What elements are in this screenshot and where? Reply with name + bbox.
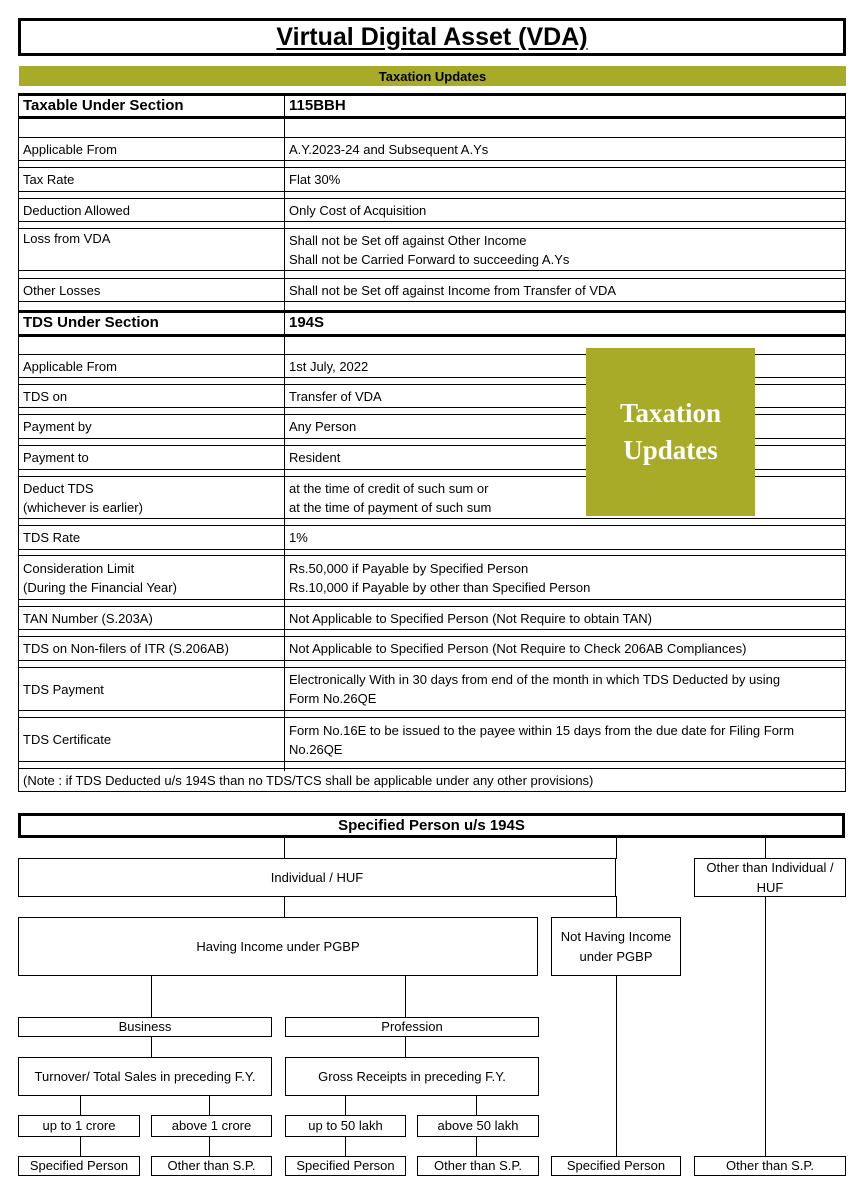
chart-title: Specified Person u/s 194S [18,813,845,838]
row-value-consideration-limit-line1: Rs.50,000 if Payable by Specified Person [289,560,529,576]
row-value-tds-certificate-line1: Form No.16E to be issued to the payee within 15 days from the due date for Filing Form [289,722,795,738]
row-value-consideration-limit [285,556,845,599]
page-title-text: Virtual Digital Asset (VDA) [276,22,588,51]
box-above-50-lakh: above 50 lakh [417,1115,539,1137]
row-value-loss-vda-line2: Shall not be Carried Forward to succeeding A.Ys [289,251,570,267]
row-value-payment-to: Resident [289,450,341,465]
box-gross-receipts: Gross Receipts in preceding F.Y. [285,1057,539,1096]
row-label-consideration-limit [19,556,284,599]
row-value-deduct-tds-line2: at the time of payment of such sum [289,499,492,515]
row-value-tan-number: Not Applicable to Specified Person (Not Require to obtain TAN) [289,610,652,626]
row-value-tax-rate: Flat 30% [289,172,341,187]
row-label-loss-vda [19,229,284,270]
box-other-than-sp-3: Other than S.P. [694,1156,846,1176]
box-specified-person-1: Specified Person [18,1156,140,1176]
row-value-tds-rate: 1% [289,530,308,545]
row-value-tds-certificate [285,718,845,761]
watermark-line2: Updates [623,435,718,465]
row-label-deduct-tds-line1: Deduct TDS [23,480,94,496]
row-value-consideration-limit-line2: Rs.10,000 if Payable by other than Specified Person [289,579,591,595]
row-label-other-losses: Other Losses [23,282,101,298]
row-value-deduct-tds [285,477,845,518]
table-note: (Note : if TDS Deducted u/s 194S than no TDS/TCS shall be applicable under any other provisions) [23,772,594,788]
row-label-consideration-limit-line2: (During the Financial Year) [23,579,177,595]
row-label-deduction: Deduction Allowed [23,202,130,218]
row-value-loss-vda [285,229,845,270]
box-other-than-sp-2: Other than S.P. [417,1156,539,1176]
taxation-updates-watermark [586,348,755,516]
row-value-deduction: Only Cost of Acquisition [289,202,427,218]
box-individual-huf: Individual / HUF [18,858,616,897]
box-up-to-1-crore: up to 1 crore [18,1115,140,1137]
row-label-payment-by: Payment by [23,419,92,434]
row-label-deduct-tds-line2: (whichever is earlier) [23,499,143,515]
section-value-115bbh: 115BBH [289,96,346,114]
box-profession: Profession [285,1017,539,1037]
row-label-tax-rate: Tax Rate [23,172,75,187]
row-label-non-filers: TDS on Non-filers of ITR (S.206AB) [23,641,229,656]
box-other-than-individual: Other than Individual / HUF [694,858,846,897]
row-label-applicable-from: Applicable From [23,141,117,157]
section-label-tds: TDS Under Section [23,314,159,331]
row-value-tds-on: Transfer of VDA [289,388,382,404]
row-value-tds-payment [285,668,845,710]
box-not-having-pgbp: Not Having Income under PGBP [551,917,681,976]
row-value-non-filers: Not Applicable to Specified Person (Not Require to Check 206AB Compliances) [289,641,747,656]
row-label-tds-on: TDS on [23,388,68,404]
section-label-taxable: Taxable Under Section [23,96,184,114]
watermark-line1: Taxation [619,398,722,428]
row-label-consideration-limit-line1: Consideration Limit [23,560,135,576]
box-having-pgbp: Having Income under PGBP [18,917,538,976]
row-label-tds-certificate: TDS Certificate [23,732,112,747]
box-up-to-50-lakh: up to 50 lakh [285,1115,406,1137]
row-label-tds-payment: TDS Payment [23,681,104,697]
page-title [18,18,846,56]
row-value-deduct-tds-line1: at the time of credit of such sum or [289,480,489,496]
row-value-applicable-from: A.Y.2023-24 and Subsequent A.Ys [289,141,489,157]
row-value-tds-payment-line2: Form No.26QE [289,691,377,706]
row-label-loss-vda-text: Loss from VDA [23,231,111,246]
row-label-tan-number: TAN Number (S.203A) [23,610,153,626]
box-specified-person-2: Specified Person [285,1156,406,1176]
box-above-1-crore: above 1 crore [151,1115,272,1137]
row-value-loss-vda-line1: Shall not be Set off against Other Income [289,232,527,248]
box-business: Business [18,1017,272,1037]
row-label-deduct-tds [19,477,284,518]
row-label-tds-rate: TDS Rate [23,530,81,545]
row-value-tds-certificate-line2: No.26QE [289,741,343,757]
taxation-updates-band: Taxation Updates [19,66,846,86]
row-value-tds-applicable-from: 1st July, 2022 [289,358,369,374]
box-turnover: Turnover/ Total Sales in preceding F.Y. [18,1057,272,1096]
box-other-than-sp-1: Other than S.P. [151,1156,272,1176]
row-value-other-losses: Shall not be Set off against Income from Transfer of VDA [289,282,617,298]
section-value-194s: 194S [289,314,325,331]
row-value-tds-payment-line1: Electronically With in 30 days from end of the month in which TDS Deducted by using [289,672,781,687]
row-label-tds-applicable-from: Applicable From [23,358,117,374]
box-specified-person-3: Specified Person [551,1156,681,1176]
row-value-payment-by: Any Person [289,419,357,434]
row-label-payment-to: Payment to [23,450,89,465]
